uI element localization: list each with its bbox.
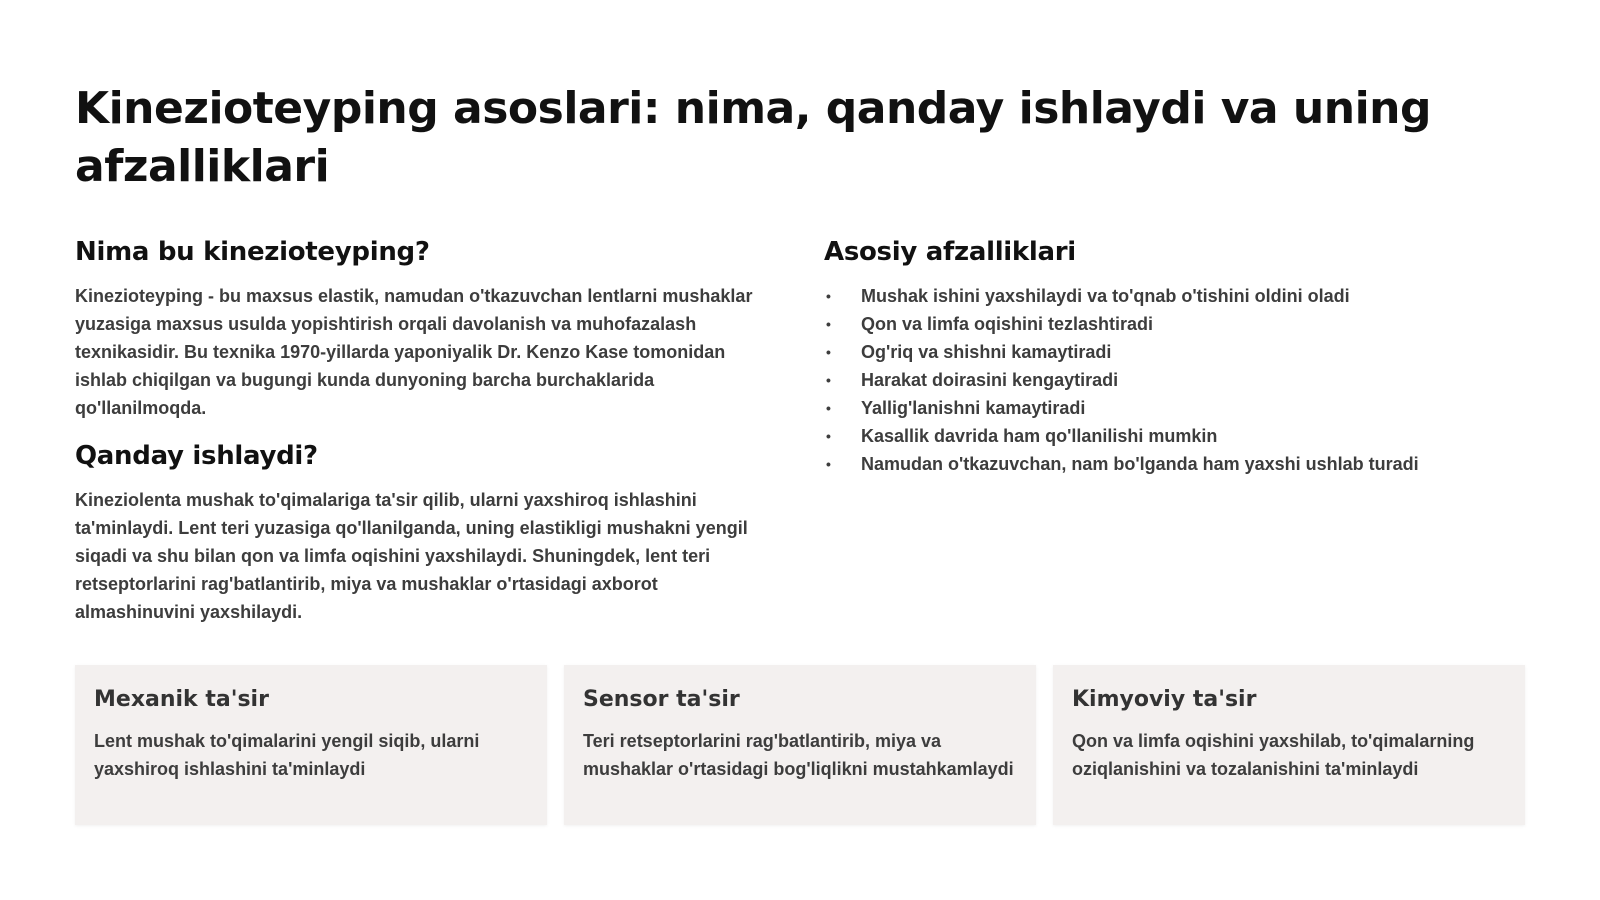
- card-title: Sensor ta'sir: [583, 687, 740, 712]
- section-heading-what-is: Nima bu kinezioteyping?: [75, 237, 430, 267]
- left-column: [75, 232, 775, 626]
- benefit-text: Mushak ishini yaxshilaydi va to'qnab o'tishini oldini oladi: [861, 286, 1350, 306]
- benefit-item: [824, 338, 1524, 366]
- benefit-text: Harakat doirasini kengaytiradi: [861, 370, 1119, 390]
- benefit-text: Qon va limfa oqishini tezlashtiradi: [861, 314, 1154, 334]
- benefit-text: Namudan o'tkazuvchan, nam bo'lganda ham yaxshi ushlab turadi: [861, 454, 1419, 474]
- card-title: Kimyoviy ta'sir: [1072, 687, 1257, 712]
- benefits-heading: Asosiy afzalliklari: [824, 237, 1076, 267]
- bullet-icon: •: [826, 344, 831, 360]
- card-title: Mexanik ta'sir: [94, 687, 269, 712]
- benefit-item: [824, 394, 1524, 422]
- bullet-icon: •: [826, 400, 831, 416]
- bullet-icon: •: [826, 456, 831, 472]
- card-mechanical: [75, 665, 547, 825]
- benefit-text: Og'riq va shishni kamaytiradi: [861, 342, 1112, 362]
- right-column: [824, 232, 1524, 478]
- benefit-text: Kasallik davrida ham qo'llanilishi mumkin: [861, 426, 1218, 446]
- benefit-item: [824, 282, 1524, 310]
- benefit-item: [824, 450, 1524, 478]
- benefit-item: [824, 366, 1524, 394]
- bullet-icon: •: [826, 316, 831, 332]
- benefit-item: [824, 422, 1524, 450]
- page-title: Kinezioteyping asoslari: nima, qanday ishlaydi va uning afzalliklari: [75, 83, 1431, 192]
- card-sensory: [564, 665, 1036, 825]
- card-text: Qon va limfa oqishini yaxshilab, to'qimalarning oziqlanishini va tozalanishini ta'minlaydi: [1072, 731, 1475, 779]
- section-text-how-it-works: Kineziolenta mushak to'qimalariga ta'sir qilib, ularni yaxshiroq ishlashini ta'minlaydi. Lent teri yuzasiga qo'llanilganda, uning elastikligi mushakni yengil siqadi va shu bilan qon va limfa oqishini yaxshilaydi. Shuningdek, lent teri retseptorlarini rag'batlantirib, miya va mushaklar o'rtasidagi axborot almashinuvini yaxshilaydi.: [75, 490, 748, 622]
- section-how-it-works: [75, 436, 775, 626]
- section-heading-how-it-works: Qanday ishlaydi?: [75, 441, 318, 471]
- card-chemical: [1053, 665, 1525, 825]
- bullet-icon: •: [826, 372, 831, 388]
- benefits-list: [824, 282, 1524, 478]
- section-text-what-is: Kinezioteyping - bu maxsus elastik, namudan o'tkazuvchan lentlarni mushaklar yuzasiga maxsus usulda yopishtirish orqali davolanish va muhofazalash texnikasidir. Bu texnika 1970-yillarda yaponiyalik Dr. Kenzo Kase tomonidan ishlab chiqilgan va bugungi kunda dunyoning barcha burchaklarida qo'llanilmoqda.: [75, 286, 753, 418]
- bullet-icon: •: [826, 288, 831, 304]
- card-text: Lent mushak to'qimalarini yengil siqib, ularni yaxshiroq ishlashini ta'minlaydi: [94, 731, 480, 779]
- benefit-text: Yallig'lanishni kamaytiradi: [861, 398, 1086, 418]
- section-what-is: [75, 232, 775, 422]
- benefit-item: [824, 310, 1524, 338]
- effects-cards: [75, 665, 1525, 825]
- bullet-icon: •: [826, 428, 831, 444]
- card-text: Teri retseptorlarini rag'batlantirib, miya va mushaklar o'rtasidagi bog'liqlikni mustahkamlaydi: [583, 731, 1014, 779]
